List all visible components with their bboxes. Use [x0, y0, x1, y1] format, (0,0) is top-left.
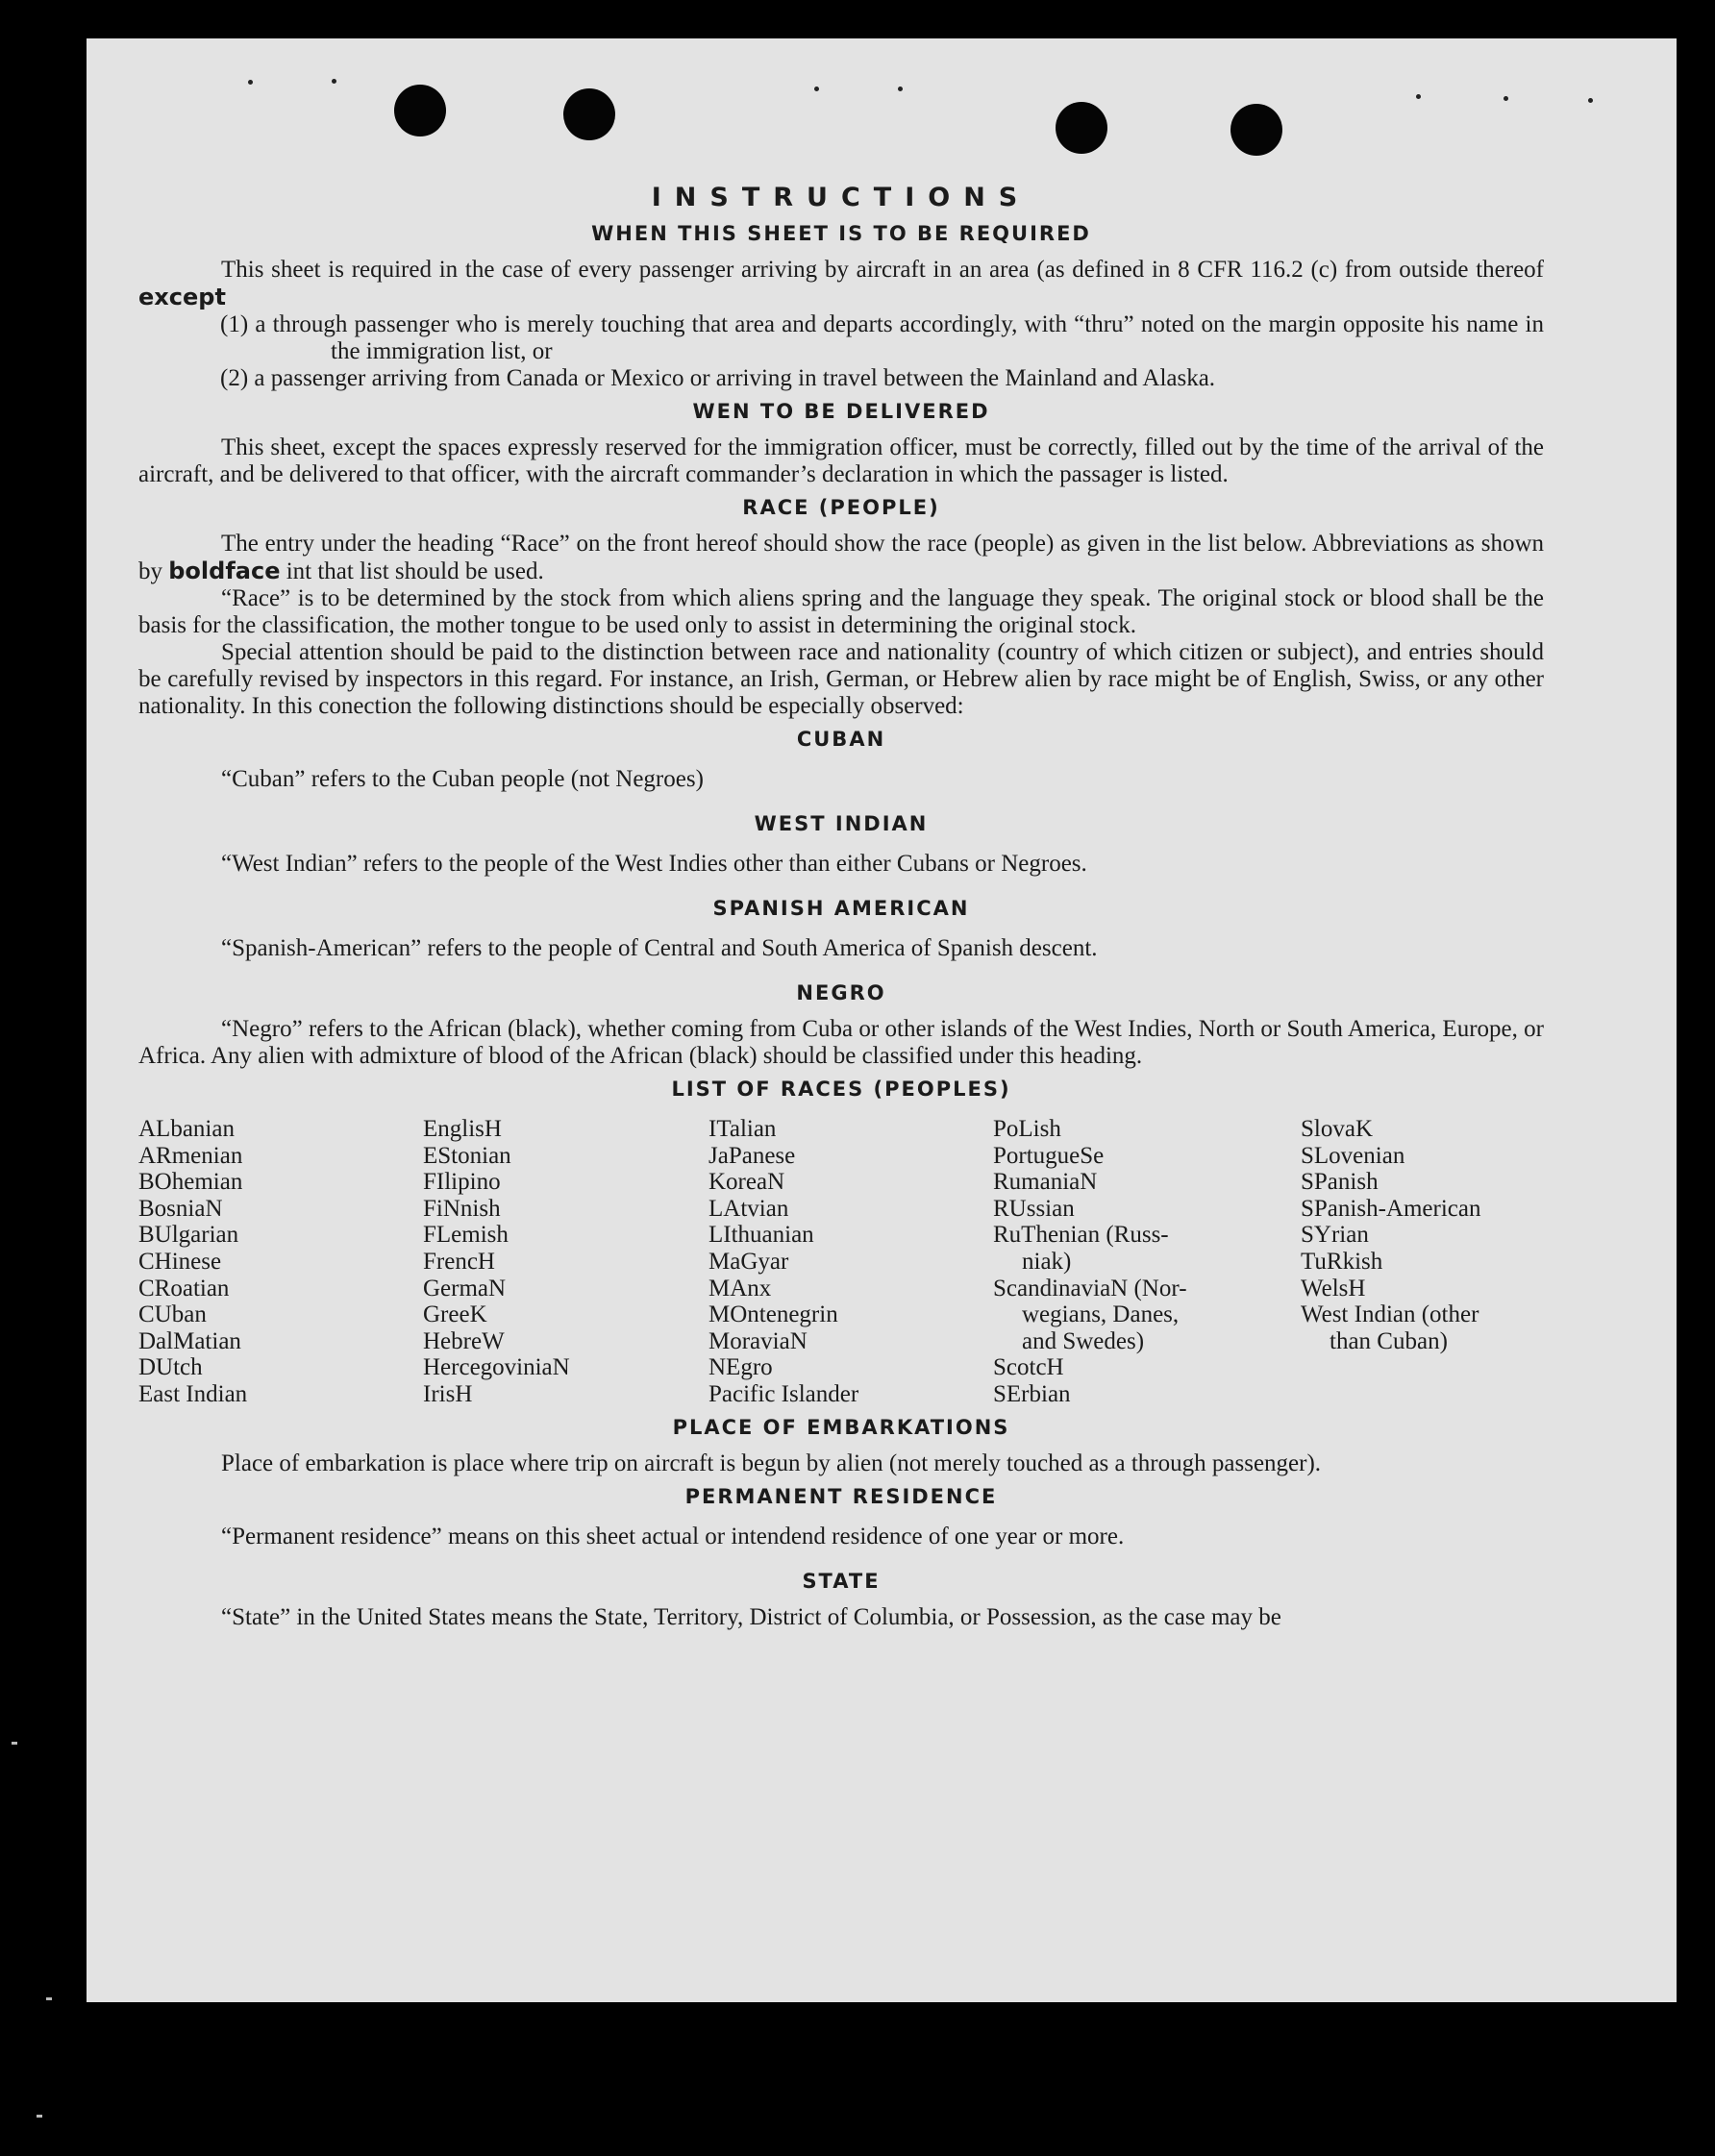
race-p1-before: The entry under the heading “Race” on the front hereof should show the race (people) as given in the list below. Abbreviations as shown by: [138, 531, 1544, 584]
heading-state: STATE: [802, 1569, 881, 1593]
race-list-item: JaPanese: [708, 1142, 796, 1169]
speck: [1588, 98, 1593, 103]
race-list-item: SPanish: [1301, 1169, 1379, 1196]
required-intro: [138, 257, 1544, 311]
race-list-item: PoLish: [993, 1116, 1061, 1142]
race-list-item: SLovenian: [1301, 1142, 1405, 1169]
required-item-2: (2) a passenger arriving from Canada or Mexico or arriving in travel between the Mainland and Alaska.: [220, 365, 1216, 391]
instructions-content: [138, 183, 1544, 1631]
race-list-item: NEgro: [708, 1354, 773, 1381]
speck: [898, 87, 903, 91]
race-list-item: MoraviaN: [708, 1327, 808, 1354]
race-list-item: CUban: [138, 1301, 207, 1328]
race-list-item: Pacific Islander: [708, 1380, 859, 1407]
race-list-item: ITalian: [708, 1116, 777, 1142]
punch-hole: [1230, 104, 1282, 156]
race-list-item: MaGyar: [708, 1248, 789, 1275]
punch-hole: [563, 88, 615, 140]
race-list-item: EnglisH: [423, 1116, 502, 1142]
race-list-item: FLemish: [423, 1222, 509, 1249]
race-list-item: ALbanian: [138, 1116, 235, 1142]
required-intro-text: This sheet is required in the case of every passenger arriving by aircraft in an area (as defined in 8 CFR 116.2 (c) from outside thereof: [221, 257, 1544, 283]
heading-list-of-races: LIST OF RACES (PEOPLES): [671, 1078, 1011, 1101]
race-list-item: DUtch: [138, 1354, 203, 1381]
spanish-american-text: “Spanish-American” refers to the people of Central and South America of Spanish descent.: [221, 935, 1098, 961]
race-list-item: PortugueSe: [993, 1142, 1105, 1169]
heading-race: RACE (PEOPLE): [742, 496, 940, 519]
race-list-item: West Indian (other: [1301, 1301, 1479, 1328]
race-list-item: HercegoviniaN: [423, 1354, 570, 1381]
negro-text: “Negro” refers to the African (black), whether coming from Cuba or other islands of the West Indies, North or South America, Europe, or Africa. Any alien with admixture of blood of the African (black) should be classified under this heading.: [138, 1016, 1544, 1069]
race-column: [708, 1116, 993, 1408]
race-list-item: ScandinaviaN (Nor-: [993, 1275, 1187, 1301]
race-p1-after: int that list should be used.: [286, 558, 544, 584]
race-list-item: IrisH: [423, 1380, 473, 1407]
speck: [1504, 96, 1508, 101]
race-list-item: wegians, Danes,: [1022, 1301, 1180, 1328]
delivered-text: This sheet, except the spaces expressly reserved for the immigration officer, must be correctly, filled out by the time of the arrival of the aircraft, and be delivered to that officer, with the aircraft commander’s declaration in which the passager is listed.: [138, 434, 1544, 487]
race-list-item: SYrian: [1301, 1222, 1369, 1249]
race-paragraph-2: “Race” is to be determined by the stock from which aliens spring and the language they speak. The original stock or blood shall be the basis for the classification, the mother tongue to be used only to assist in determining the original stock.: [138, 585, 1544, 638]
heading-cuban: CUBAN: [796, 728, 886, 751]
punch-hole: [394, 85, 446, 136]
required-item-1: (1) a through passenger who is merely touching that area and departs accordingly, with “thru” noted on the margin opposite his name in the immigration list, or: [220, 311, 1544, 364]
cuban-text: “Cuban” refers to the Cuban people (not Negroes): [221, 766, 704, 792]
race-list-item: CRoatian: [138, 1275, 230, 1301]
except-bold: except: [138, 284, 226, 310]
race-column: [1301, 1116, 1544, 1408]
race-list-item: GreeK: [423, 1301, 487, 1328]
state-text: “State” in the United States means the State, Territory, District of Columbia, or Possession, as the case may be: [221, 1603, 1281, 1630]
race-list-item: EStonian: [423, 1142, 511, 1169]
permanent-residence-text: “Permanent residence” means on this sheet actual or intendend residence of one year or more.: [221, 1523, 1125, 1549]
race-list-item: GermaN: [423, 1275, 507, 1301]
west-indian-text: “West Indian” refers to the people of the West Indies other than either Cubans or Negroes.: [221, 851, 1087, 877]
race-list-item: RumaniaN: [993, 1169, 1098, 1196]
race-paragraph-3: Special attention should be paid to the distinction between race and nationality (country of which citizen or subject), and entries should be carefully revised by inspectors in this regard. For instance, an Irish, German, or Hebrew alien by race might be of English, Swiss, or any other nationality. In this conection the following distinctions should be especially observed:: [138, 639, 1544, 719]
race-paragraph-1: [138, 531, 1544, 585]
heading-west-indian: WEST INDIAN: [754, 812, 929, 835]
race-list-item: BUlgarian: [138, 1222, 239, 1249]
race-list-item: LAtvian: [708, 1195, 789, 1222]
race-list-item: niak): [1022, 1248, 1072, 1275]
race-list-item: CHinese: [138, 1248, 222, 1275]
speck: [814, 87, 819, 91]
race-list-item: HebreW: [423, 1327, 505, 1354]
document-sheet: [87, 38, 1677, 2002]
page-title: INSTRUCTIONS: [651, 183, 1031, 212]
race-list-item: SErbian: [993, 1380, 1071, 1407]
race-list-item: LIthuanian: [708, 1222, 814, 1249]
race-column: [993, 1116, 1301, 1408]
race-list-item: ScotcH: [993, 1354, 1064, 1381]
speck: [1416, 94, 1421, 99]
speck: [332, 79, 336, 84]
races-table: [138, 1116, 1544, 1408]
race-list-item: East Indian: [138, 1380, 248, 1407]
race-list-item: SPanish-American: [1301, 1195, 1481, 1222]
heading-negro: NEGRO: [796, 981, 886, 1004]
race-list-item: and Swedes): [1022, 1327, 1145, 1354]
heading-embarkation: PLACE OF EMBARKATIONS: [672, 1415, 1010, 1439]
race-list-item: FIlipino: [423, 1169, 501, 1196]
race-list-item: BOhemian: [138, 1169, 243, 1196]
race-list-item: RuThenian (Russ-: [993, 1222, 1169, 1249]
race-list-item: RUssian: [993, 1195, 1075, 1222]
scan-speck: [37, 2115, 42, 2118]
heading-required: WHEN THIS SHEET IS TO BE REQUIRED: [591, 222, 1091, 245]
heading-delivered: WEN TO BE DELIVERED: [692, 400, 990, 423]
race-list-item: BosniaN: [138, 1195, 223, 1222]
race-list-item: FrencH: [423, 1248, 495, 1275]
punch-hole: [1056, 102, 1107, 154]
race-column: [423, 1116, 708, 1408]
race-list-item: SlovaK: [1301, 1116, 1373, 1142]
scan-speck: [12, 1742, 17, 1745]
race-list-item: MOntenegrin: [708, 1301, 838, 1328]
race-list-item: than Cuban): [1330, 1327, 1448, 1354]
scan-speck: [46, 1997, 52, 2000]
embarkation-text: Place of embarkation is place where trip on aircraft is begun by alien (not merely touched as a through passenger).: [221, 1450, 1322, 1476]
speck: [248, 80, 253, 85]
heading-permanent-residence: PERMANENT RESIDENCE: [684, 1484, 998, 1508]
race-list-item: WelsH: [1301, 1275, 1366, 1301]
race-list-item: TuRkish: [1301, 1248, 1383, 1275]
race-list-item: DalMatian: [138, 1327, 241, 1354]
race-list-item: MAnx: [708, 1275, 772, 1301]
race-list-item: FiNnish: [423, 1195, 501, 1222]
boldface-word: boldface: [168, 558, 281, 584]
race-list-item: KoreaN: [708, 1169, 785, 1196]
heading-spanish-american: SPANISH AMERICAN: [712, 897, 970, 920]
race-column: [138, 1116, 423, 1408]
race-list-item: ARmenian: [138, 1142, 243, 1169]
